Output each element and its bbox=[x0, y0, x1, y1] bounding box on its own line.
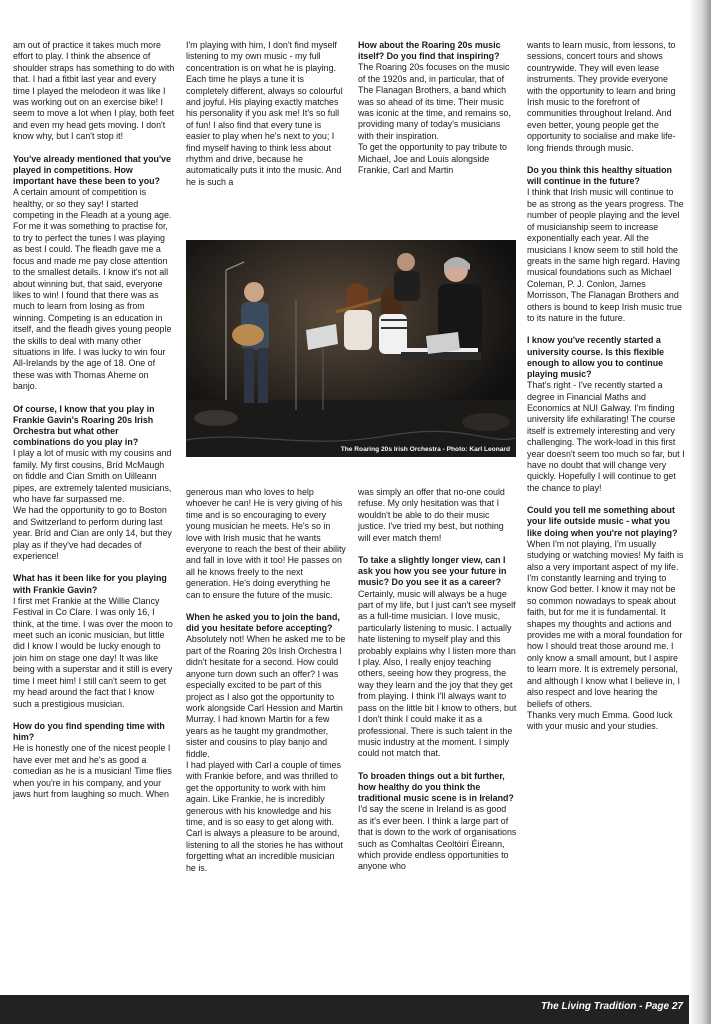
interview-question: Could you tell me something about your life outside music - what you like doing when you're not playing? bbox=[527, 505, 678, 538]
interview-paragraph: wants to learn music, from lessons, to sessions, concert tours and shows countrywide. They will even lease instruments. They provide everyone with the opportunity to learn and bring Irish music to the forefront of communities throughout Ireland. And even better, young people get the opportunity to socialise and make life-long friends through music. bbox=[527, 40, 676, 153]
interview-paragraph: I first met Frankie at the Willie Clancy Festival in Co Clare. I was only 16, I think, at the time. I was over the moon to meet such an iconic musician, but little did I know I would be lucky enough to join him on stage one day! It was like being with a superstar and it still is every time I meet him! I still can't seem to get my head around the fact that I know such a prestigious musician. bbox=[13, 595, 173, 709]
interview-paragraph: was simply an offer that no-one could refuse. My only hesitation was that I wouldn't be able to do their music justice. I've tried my best, but nothing will ever match them! bbox=[358, 487, 505, 543]
interview-paragraph: A certain amount of competition is healthy, or so they say! I started competing in the Fleadh at a young age. For me it was something to practise for, to try to perfect the tunes I was playing as best I could. The fleadh gave me a focus and made me pay close attention to the smallest details. I know it's not all about winning but, that said, everyone likes to win! I found that there was as much to learn from losing as from winning. Competing is an education in itself, and the fleadh gives young people the skills to deal with many other situations in life. I was lucky to win four All-Irelands by the age of 18. One of these was with Thomas Aherne on banjo. bbox=[13, 187, 172, 392]
page-edge-shadow bbox=[689, 0, 711, 1024]
interview-question: Do you think this healthy situation will continue in the future? bbox=[527, 165, 672, 187]
spacer bbox=[13, 393, 175, 404]
interview-paragraph: I'd say the scene in Ireland is as good as it's ever been. I think a large part of that is down to the work of organisations such as Comhaltas Ceoltóirí Éireann, which provide endless opportunities to anyone who bbox=[358, 804, 517, 872]
column-1 bbox=[13, 40, 175, 800]
spacer bbox=[13, 143, 175, 154]
interview-question: To broaden things out a bit further, how healthy do you think the traditional music scene is in Ireland? bbox=[358, 770, 514, 804]
interview-question: I know you've recently started a university course. Is this flexible enough to allow you to continue playing music? bbox=[527, 335, 665, 379]
interview-question: When he asked you to join the band, did you hesitate before accepting? bbox=[186, 612, 340, 634]
interview-question: To take a slightly longer view, can I ask you how you see your future in music? Do you see it as a career? bbox=[358, 555, 507, 588]
interview-paragraph: We had the opportunity to go to Boston and Switzerland to perform during last year. Bríd and Cian are only 14, but they play as if they've had decades of experience! bbox=[13, 505, 172, 562]
interview-paragraph: The Roaring 20s focuses on the music of the 1920s and, in particular, that of The Flanagan Brothers, a band which was so ahead of its time. Their music was iconic at the time, and remains so, providing many of today's musicians with their inspiration. bbox=[358, 62, 511, 141]
spacer bbox=[186, 601, 346, 612]
spacer bbox=[13, 710, 175, 721]
interview-question: You've already mentioned that you've played in competitions. How important have these been to you? bbox=[13, 153, 171, 187]
interview-paragraph: I had played with Carl a couple of times with Frankie before, and was thrilled to get the opportunity to work with him again. Like Frankie, he is incredibly generous with his knowledge and his time, and is so easy to get along with. Carl is always a pleasure to be around, listening to all the stories he has without forgetting what an incredible musician he is. bbox=[186, 759, 343, 873]
interview-paragraph: I think that Irish music will continue to be as strong as the years progress. The number of people playing and the level of musicianship seem to increase exponentially each year. All the musicians I know seem to still hold the greats in the same high regard. Having musical foundations such as Michael Coleman, P. J. Conlon, James Morrisson, The Flanagan Brothers and others is bound to keep Irish music true to its nature in the future. bbox=[527, 187, 684, 323]
interview-paragraph: I'm playing with him, I don't find myself listening to my own music - my full concentration is on what he is playing. Each time he plays a tune it is completely different, always so colourful and joyful. His playing exactly matches his personality if you ask me! It's so full of fun! I also find that every tune is easier to play when he's next to you; I find myself having to think less about rhythm and drive, because he automatically puts it into the music. And he is such a bbox=[186, 40, 343, 187]
interview-paragraph: To get the opportunity to pay tribute to Michael, Joe and Louis alongside Frankie, Carl and Martin bbox=[358, 142, 507, 176]
interview-question: Of course, I know that you play in Frankie Gavin's Roaring 20s Irish Orchestra but what other combinations do you play in? bbox=[13, 403, 155, 448]
spacer bbox=[527, 154, 685, 165]
column-2-bottom bbox=[186, 487, 346, 874]
interview-question: How do you find spending time with him? bbox=[13, 720, 165, 743]
spacer bbox=[13, 562, 175, 573]
interview-paragraph: Certainly, music will always be a huge part of my life, but I just can't see myself as a full-time musician. I love music, particularly listening to music. I actually hate listening to myself play and this probably explains why I listen more than I play. Also, I really enjoy teaching others, seeing how they progress, the way they learn and the joy that they get from playing. I think I'll always want to pass on the little bit I know to others, but I don't think I could make it as a professional. There is such talent in the music industry at the moment. I simply could not match that. bbox=[358, 588, 517, 759]
column-3-top bbox=[358, 40, 518, 176]
photo-caption: The Roaring 20s Irish Orchestra - Photo: Karl Leonard bbox=[340, 446, 510, 453]
interview-paragraph: Absolutely not! When he asked me to be part of the Roaring 20s Irish Orchestra I didn't hesitate for a second. How could anyone turn down such an offer? I was especially excited to be part of this project as I also got the opportunity to work alongside Carl Hession and Martin Murray. I had known Martin for a few years as he taught my grandmother, sister and cousins to play banjo and fiddle. bbox=[186, 634, 346, 759]
interview-paragraph: I play a lot of music with my cousins and family. My first cousins, Bríd McMaugh on fiddle and Cian Smith on Uilleann pipes, are extremely talented musicians, who have far surpassed me. bbox=[13, 448, 172, 505]
band-photo-illustration bbox=[186, 240, 516, 457]
band-photo bbox=[186, 240, 516, 457]
interview-question: How about the Roaring 20s music itself? Do you find that inspiring? bbox=[358, 40, 501, 62]
interview-paragraph: When I'm not playing, I'm usually studying or watching movies! My faith is also a very important aspect of my life. I'm constantly learning and trying to know God better. I know it may not be so common nowadays to speak about faith, but for me it is fundamental. It shapes my thoughts and actions and provides me with a moral foundation for how I should treat those around me. I only know a small amount, but I aspire to learn more. It is extremely personal, and although I know what I believe in, I also respect and love hearing the beliefs of others. bbox=[527, 538, 684, 709]
interview-paragraph: He is honestly one of the nicest people I have ever met and he's as good a comedian as he is a musician! Time flies when you're in his company, and your jaws hurt from laughing so much. When bbox=[13, 743, 172, 799]
interview-paragraph: Thanks very much Emma. Good luck with your music and your studies. bbox=[527, 709, 673, 732]
interview-paragraph: am out of practice it takes much more effort to play. I think the absence of shoulder straps has something to do with that. I had a fitbit last year and every time I played the melodeon it was like I was working out on an exercise bike! I seem to move a lot when I play, both feet and even my head gets moving. I don't know why, but I can't stop it! bbox=[13, 40, 175, 142]
interview-paragraph: generous man who loves to help whoever he can! He is very giving of his time and is so encouraging to every young musician he meets. He's so in love with Irish music that he wants everyone to reach the best of their ability and fall in love with it too! He passes on all he knows freely to the next generation. He's doing everything he can to ensure the future of the music. bbox=[186, 487, 346, 600]
column-3-bottom bbox=[358, 487, 518, 873]
interview-paragraph: That's right - I've recently started a degree in Financial Maths and Economics at NUI Galway. I'm finding university life exhilarating! The course itself is extremely interesting and very challenging. The work-load in this first year doesn't seem too much so far, but I have no doubt that will change very quickly. Hopefully I will continue to get the chance to play! bbox=[527, 380, 685, 493]
spacer bbox=[527, 324, 685, 335]
page-footer: The Living Tradition - Page 27 bbox=[540, 1001, 683, 1012]
spacer bbox=[527, 494, 685, 505]
spacer bbox=[358, 544, 518, 555]
column-4 bbox=[527, 40, 685, 733]
spacer bbox=[358, 760, 518, 771]
interview-question: What has it been like for you playing with Frankie Gavin? bbox=[13, 573, 167, 595]
column-2-top bbox=[186, 40, 346, 188]
